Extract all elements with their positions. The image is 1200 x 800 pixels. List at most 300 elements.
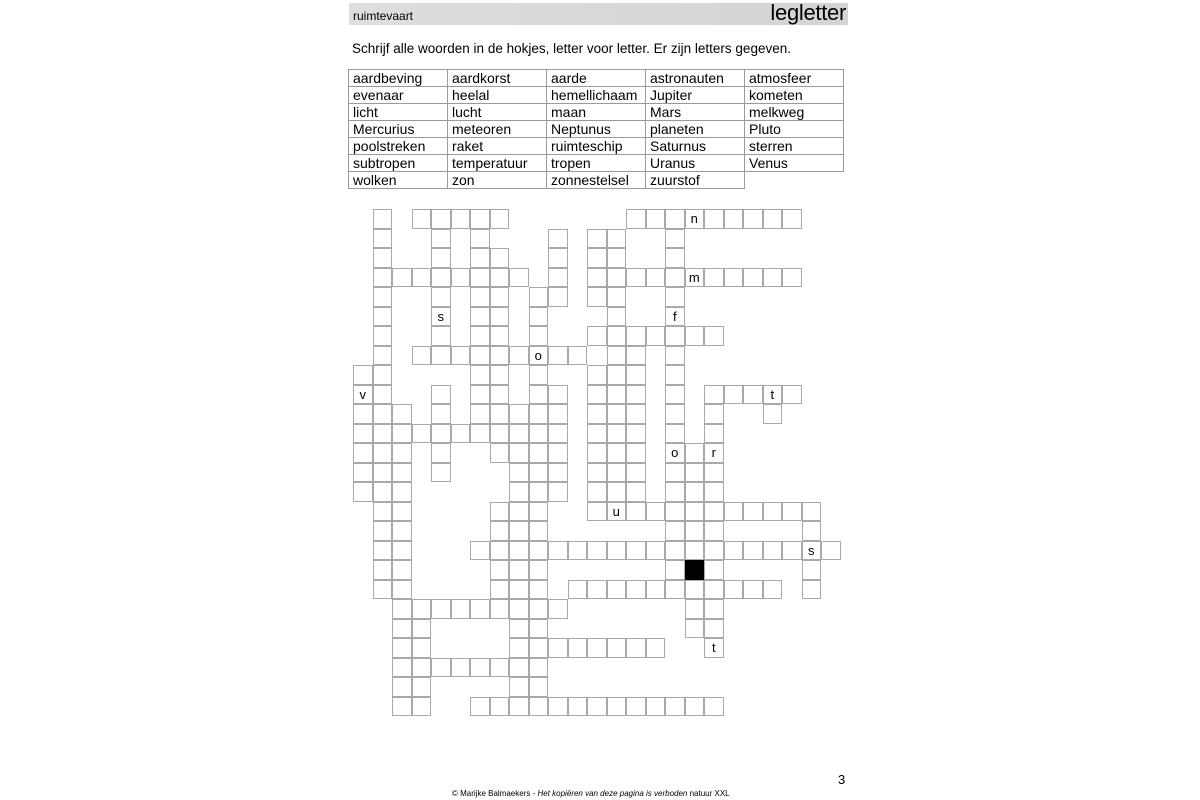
- crossword-cell[interactable]: [529, 287, 549, 307]
- crossword-cell[interactable]: [529, 599, 549, 619]
- crossword-cell[interactable]: [509, 599, 529, 619]
- crossword-cell[interactable]: [529, 580, 549, 600]
- given-letter-cell[interactable]: r: [704, 443, 724, 463]
- crossword-cell[interactable]: [665, 521, 685, 541]
- crossword-cell[interactable]: [373, 248, 393, 268]
- crossword-cell[interactable]: [548, 346, 568, 366]
- crossword-cell[interactable]: [392, 658, 412, 678]
- crossword-cell[interactable]: [607, 697, 627, 717]
- crossword-cell[interactable]: [392, 638, 412, 658]
- crossword-cell[interactable]: [704, 619, 724, 639]
- crossword-cell[interactable]: [821, 541, 841, 561]
- crossword-cell[interactable]: [587, 443, 607, 463]
- crossword-cell[interactable]: [373, 580, 393, 600]
- crossword-cell[interactable]: [373, 385, 393, 405]
- crossword-cell[interactable]: [392, 580, 412, 600]
- crossword-cell[interactable]: [548, 697, 568, 717]
- crossword-cell[interactable]: [665, 346, 685, 366]
- crossword-cell[interactable]: [587, 424, 607, 444]
- crossword-cell[interactable]: [587, 463, 607, 483]
- crossword-cell[interactable]: [392, 560, 412, 580]
- crossword-cell[interactable]: [490, 599, 510, 619]
- given-letter-cell[interactable]: o: [529, 346, 549, 366]
- crossword-cell[interactable]: [587, 287, 607, 307]
- crossword-cell[interactable]: [373, 287, 393, 307]
- crossword-cell[interactable]: [470, 541, 490, 561]
- crossword-cell[interactable]: [724, 502, 744, 522]
- crossword-cell[interactable]: [665, 463, 685, 483]
- crossword-cell[interactable]: [509, 697, 529, 717]
- crossword-cell[interactable]: [548, 463, 568, 483]
- crossword-cell[interactable]: [490, 209, 510, 229]
- crossword-cell[interactable]: [587, 385, 607, 405]
- crossword-cell[interactable]: [607, 385, 627, 405]
- crossword-cell[interactable]: [763, 404, 783, 424]
- crossword-cell[interactable]: [353, 463, 373, 483]
- crossword-cell[interactable]: [529, 404, 549, 424]
- crossword-cell[interactable]: [529, 365, 549, 385]
- crossword-cell[interactable]: [782, 268, 802, 288]
- crossword-cell[interactable]: [685, 697, 705, 717]
- crossword-cell[interactable]: [587, 502, 607, 522]
- crossword-cell[interactable]: [802, 502, 822, 522]
- crossword-cell[interactable]: [529, 385, 549, 405]
- crossword-cell[interactable]: [529, 697, 549, 717]
- crossword-cell[interactable]: [431, 229, 451, 249]
- crossword-cell[interactable]: [802, 521, 822, 541]
- crossword-cell[interactable]: [607, 580, 627, 600]
- given-letter-cell[interactable]: t: [704, 638, 724, 658]
- crossword-cell[interactable]: [646, 209, 666, 229]
- crossword-cell[interactable]: [685, 502, 705, 522]
- crossword-cell[interactable]: [548, 229, 568, 249]
- crossword-cell[interactable]: [451, 599, 471, 619]
- crossword-cell[interactable]: [665, 229, 685, 249]
- crossword-cell[interactable]: [724, 268, 744, 288]
- crossword-cell[interactable]: [353, 424, 373, 444]
- crossword-cell[interactable]: [568, 346, 588, 366]
- crossword-cell[interactable]: [743, 502, 763, 522]
- crossword-cell[interactable]: [743, 385, 763, 405]
- crossword-cell[interactable]: [529, 560, 549, 580]
- crossword-cell[interactable]: [665, 248, 685, 268]
- crossword-cell[interactable]: [431, 443, 451, 463]
- crossword-cell[interactable]: [548, 482, 568, 502]
- given-letter-cell[interactable]: u: [607, 502, 627, 522]
- crossword-cell[interactable]: [373, 482, 393, 502]
- crossword-cell[interactable]: [665, 560, 685, 580]
- crossword-cell[interactable]: [470, 658, 490, 678]
- crossword-cell[interactable]: [470, 424, 490, 444]
- crossword-cell[interactable]: [704, 697, 724, 717]
- crossword-cell[interactable]: [451, 209, 471, 229]
- crossword-cell[interactable]: [412, 209, 432, 229]
- crossword-cell[interactable]: [470, 248, 490, 268]
- crossword-cell[interactable]: [685, 580, 705, 600]
- crossword-cell[interactable]: [724, 541, 744, 561]
- crossword-cell[interactable]: [490, 346, 510, 366]
- crossword-cell[interactable]: [490, 502, 510, 522]
- crossword-cell[interactable]: [665, 502, 685, 522]
- crossword-cell[interactable]: [626, 209, 646, 229]
- crossword-cell[interactable]: [626, 482, 646, 502]
- crossword-cell[interactable]: [470, 365, 490, 385]
- crossword-cell[interactable]: [646, 326, 666, 346]
- crossword-cell[interactable]: [392, 424, 412, 444]
- crossword-cell[interactable]: [392, 541, 412, 561]
- crossword-cell[interactable]: [509, 482, 529, 502]
- crossword-cell[interactable]: [665, 697, 685, 717]
- crossword-cell[interactable]: [373, 229, 393, 249]
- crossword-cell[interactable]: [587, 326, 607, 346]
- crossword-cell[interactable]: [509, 580, 529, 600]
- crossword-cell[interactable]: [490, 560, 510, 580]
- given-letter-cell[interactable]: m: [685, 268, 705, 288]
- crossword-cell[interactable]: [431, 248, 451, 268]
- crossword-cell[interactable]: [451, 658, 471, 678]
- crossword-cell[interactable]: [704, 404, 724, 424]
- crossword-cell[interactable]: [646, 580, 666, 600]
- crossword-cell[interactable]: [626, 502, 646, 522]
- crossword-cell[interactable]: [509, 502, 529, 522]
- crossword-cell[interactable]: [626, 580, 646, 600]
- crossword-cell[interactable]: [412, 658, 432, 678]
- crossword-cell[interactable]: [763, 541, 783, 561]
- crossword-cell[interactable]: [509, 541, 529, 561]
- crossword-cell[interactable]: [412, 268, 432, 288]
- crossword-cell[interactable]: [626, 268, 646, 288]
- crossword-cell[interactable]: [665, 482, 685, 502]
- crossword-cell[interactable]: [470, 229, 490, 249]
- crossword-cell[interactable]: [626, 541, 646, 561]
- crossword-cell[interactable]: [490, 424, 510, 444]
- crossword-cell[interactable]: [665, 385, 685, 405]
- crossword-cell[interactable]: [743, 209, 763, 229]
- crossword-cell[interactable]: [763, 268, 783, 288]
- crossword-cell[interactable]: [763, 580, 783, 600]
- crossword-cell[interactable]: [607, 365, 627, 385]
- crossword-cell[interactable]: [704, 580, 724, 600]
- crossword-cell[interactable]: [568, 580, 588, 600]
- crossword-cell[interactable]: [412, 619, 432, 639]
- crossword-cell[interactable]: [529, 677, 549, 697]
- crossword-cell[interactable]: [587, 482, 607, 502]
- crossword-cell[interactable]: [490, 287, 510, 307]
- crossword-cell[interactable]: [568, 697, 588, 717]
- crossword-cell[interactable]: [373, 521, 393, 541]
- crossword-cell[interactable]: [568, 638, 588, 658]
- crossword-cell[interactable]: [470, 385, 490, 405]
- crossword-cell[interactable]: [548, 248, 568, 268]
- crossword-cell[interactable]: [704, 560, 724, 580]
- crossword-cell[interactable]: [490, 365, 510, 385]
- crossword-cell[interactable]: [548, 424, 568, 444]
- crossword-cell[interactable]: [490, 326, 510, 346]
- crossword-cell[interactable]: [509, 560, 529, 580]
- crossword-cell[interactable]: [431, 268, 451, 288]
- crossword-cell[interactable]: [704, 482, 724, 502]
- crossword-cell[interactable]: [529, 443, 549, 463]
- crossword-cell[interactable]: [509, 521, 529, 541]
- crossword-cell[interactable]: [704, 326, 724, 346]
- crossword-cell[interactable]: [392, 463, 412, 483]
- crossword-cell[interactable]: [548, 541, 568, 561]
- crossword-cell[interactable]: [626, 326, 646, 346]
- crossword-cell[interactable]: [607, 404, 627, 424]
- crossword-cell[interactable]: [665, 287, 685, 307]
- crossword-cell[interactable]: [626, 424, 646, 444]
- crossword-cell[interactable]: [373, 541, 393, 561]
- crossword-cell[interactable]: [392, 502, 412, 522]
- crossword-cell[interactable]: [704, 385, 724, 405]
- crossword-cell[interactable]: [665, 541, 685, 561]
- crossword-cell[interactable]: [470, 326, 490, 346]
- crossword-cell[interactable]: [685, 599, 705, 619]
- crossword-cell[interactable]: [412, 346, 432, 366]
- crossword-cell[interactable]: [529, 502, 549, 522]
- crossword-cell[interactable]: [373, 326, 393, 346]
- crossword-cell[interactable]: [724, 209, 744, 229]
- crossword-cell[interactable]: [607, 326, 627, 346]
- crossword-cell[interactable]: [470, 268, 490, 288]
- crossword-cell[interactable]: [646, 502, 666, 522]
- crossword-cell[interactable]: [431, 599, 451, 619]
- crossword-cell[interactable]: [392, 268, 412, 288]
- crossword-cell[interactable]: [704, 599, 724, 619]
- crossword-cell[interactable]: [412, 599, 432, 619]
- crossword-cell[interactable]: [529, 638, 549, 658]
- crossword-cell[interactable]: [607, 229, 627, 249]
- crossword-cell[interactable]: [431, 424, 451, 444]
- crossword-cell[interactable]: [412, 677, 432, 697]
- crossword-cell[interactable]: [529, 482, 549, 502]
- crossword-cell[interactable]: [509, 677, 529, 697]
- crossword-cell[interactable]: [548, 599, 568, 619]
- crossword-cell[interactable]: [587, 580, 607, 600]
- crossword-cell[interactable]: [490, 248, 510, 268]
- crossword-cell[interactable]: [685, 326, 705, 346]
- crossword-cell[interactable]: [373, 463, 393, 483]
- crossword-cell[interactable]: [685, 541, 705, 561]
- crossword-cell[interactable]: [626, 365, 646, 385]
- crossword-cell[interactable]: [490, 658, 510, 678]
- given-letter-cell[interactable]: f: [665, 307, 685, 327]
- crossword-cell[interactable]: [646, 638, 666, 658]
- crossword-cell[interactable]: [451, 424, 471, 444]
- crossword-cell[interactable]: [607, 482, 627, 502]
- crossword-cell[interactable]: [392, 443, 412, 463]
- crossword-cell[interactable]: [392, 697, 412, 717]
- crossword-cell[interactable]: [412, 697, 432, 717]
- crossword-cell[interactable]: [685, 521, 705, 541]
- crossword-cell[interactable]: [529, 658, 549, 678]
- crossword-cell[interactable]: [373, 365, 393, 385]
- crossword-cell[interactable]: [587, 638, 607, 658]
- crossword-cell[interactable]: [373, 268, 393, 288]
- crossword-cell[interactable]: [373, 560, 393, 580]
- crossword-cell[interactable]: [607, 541, 627, 561]
- crossword-cell[interactable]: [587, 697, 607, 717]
- crossword-cell[interactable]: [665, 580, 685, 600]
- crossword-cell[interactable]: [529, 307, 549, 327]
- crossword-cell[interactable]: [509, 346, 529, 366]
- crossword-cell[interactable]: [665, 268, 685, 288]
- crossword-cell[interactable]: [646, 268, 666, 288]
- crossword-cell[interactable]: [763, 502, 783, 522]
- crossword-cell[interactable]: [470, 404, 490, 424]
- crossword-cell[interactable]: [509, 443, 529, 463]
- crossword-cell[interactable]: [451, 346, 471, 366]
- crossword-cell[interactable]: [607, 307, 627, 327]
- crossword-cell[interactable]: [548, 385, 568, 405]
- crossword-cell[interactable]: [431, 658, 451, 678]
- crossword-cell[interactable]: [802, 580, 822, 600]
- crossword-cell[interactable]: [743, 268, 763, 288]
- crossword-cell[interactable]: [763, 209, 783, 229]
- crossword-cell[interactable]: [587, 404, 607, 424]
- crossword-cell[interactable]: [353, 443, 373, 463]
- crossword-cell[interactable]: [665, 326, 685, 346]
- crossword-cell[interactable]: [470, 346, 490, 366]
- crossword-cell[interactable]: [626, 697, 646, 717]
- crossword-cell[interactable]: [490, 404, 510, 424]
- crossword-cell[interactable]: [490, 697, 510, 717]
- crossword-cell[interactable]: [431, 209, 451, 229]
- crossword-cell[interactable]: [607, 638, 627, 658]
- crossword-cell[interactable]: [490, 307, 510, 327]
- crossword-cell[interactable]: [587, 229, 607, 249]
- crossword-cell[interactable]: [529, 463, 549, 483]
- crossword-cell[interactable]: [685, 619, 705, 639]
- crossword-cell[interactable]: [704, 463, 724, 483]
- crossword-cell[interactable]: [490, 268, 510, 288]
- crossword-cell[interactable]: [607, 463, 627, 483]
- crossword-cell[interactable]: [626, 443, 646, 463]
- crossword-cell[interactable]: [626, 638, 646, 658]
- given-letter-cell[interactable]: s: [802, 541, 822, 561]
- crossword-cell[interactable]: [431, 463, 451, 483]
- crossword-cell[interactable]: [509, 638, 529, 658]
- crossword-cell[interactable]: [373, 502, 393, 522]
- crossword-cell[interactable]: [548, 268, 568, 288]
- crossword-cell[interactable]: [529, 521, 549, 541]
- crossword-cell[interactable]: [529, 541, 549, 561]
- crossword-cell[interactable]: [704, 502, 724, 522]
- crossword-cell[interactable]: [704, 268, 724, 288]
- crossword-cell[interactable]: [724, 385, 744, 405]
- crossword-cell[interactable]: [607, 424, 627, 444]
- crossword-cell[interactable]: [782, 502, 802, 522]
- crossword-cell[interactable]: [470, 599, 490, 619]
- crossword-cell[interactable]: [431, 385, 451, 405]
- crossword-cell[interactable]: [490, 541, 510, 561]
- crossword-cell[interactable]: [529, 424, 549, 444]
- crossword-cell[interactable]: [392, 619, 412, 639]
- crossword-cell[interactable]: [743, 541, 763, 561]
- crossword-cell[interactable]: [509, 619, 529, 639]
- crossword-cell[interactable]: [451, 268, 471, 288]
- crossword-cell[interactable]: [743, 580, 763, 600]
- crossword-cell[interactable]: [548, 287, 568, 307]
- crossword-cell[interactable]: [373, 307, 393, 327]
- crossword-cell[interactable]: [607, 287, 627, 307]
- crossword-cell[interactable]: [568, 541, 588, 561]
- crossword-cell[interactable]: [685, 443, 705, 463]
- crossword-cell[interactable]: [412, 424, 432, 444]
- crossword-cell[interactable]: [607, 248, 627, 268]
- crossword-cell[interactable]: [373, 346, 393, 366]
- crossword-cell[interactable]: [802, 560, 822, 580]
- crossword-cell[interactable]: [353, 404, 373, 424]
- crossword-cell[interactable]: [607, 346, 627, 366]
- crossword-cell[interactable]: [704, 424, 724, 444]
- crossword-cell[interactable]: [392, 677, 412, 697]
- crossword-cell[interactable]: [646, 697, 666, 717]
- crossword-cell[interactable]: [509, 424, 529, 444]
- crossword-cell[interactable]: [665, 365, 685, 385]
- crossword-cell[interactable]: [607, 443, 627, 463]
- crossword-cell[interactable]: [431, 346, 451, 366]
- crossword-cell[interactable]: [470, 209, 490, 229]
- crossword-cell[interactable]: [685, 482, 705, 502]
- crossword-cell[interactable]: [665, 209, 685, 229]
- crossword-cell[interactable]: [373, 424, 393, 444]
- crossword-cell[interactable]: [392, 599, 412, 619]
- crossword-cell[interactable]: [509, 268, 529, 288]
- crossword-cell[interactable]: [665, 424, 685, 444]
- crossword-cell[interactable]: [587, 268, 607, 288]
- crossword-cell[interactable]: [470, 287, 490, 307]
- crossword-cell[interactable]: [626, 346, 646, 366]
- crossword-cell[interactable]: [373, 404, 393, 424]
- given-letter-cell[interactable]: t: [763, 385, 783, 405]
- crossword-cell[interactable]: [509, 404, 529, 424]
- crossword-cell[interactable]: [704, 541, 724, 561]
- crossword-cell[interactable]: [704, 521, 724, 541]
- crossword-cell[interactable]: [607, 268, 627, 288]
- crossword-cell[interactable]: [373, 443, 393, 463]
- crossword-cell[interactable]: [412, 638, 432, 658]
- given-letter-cell[interactable]: o: [665, 443, 685, 463]
- crossword-cell[interactable]: [470, 307, 490, 327]
- crossword-cell[interactable]: [470, 697, 490, 717]
- crossword-cell[interactable]: [782, 385, 802, 405]
- crossword-cell[interactable]: [509, 463, 529, 483]
- crossword-cell[interactable]: [646, 541, 666, 561]
- crossword-cell[interactable]: [626, 404, 646, 424]
- crossword-cell[interactable]: [373, 209, 393, 229]
- given-letter-cell[interactable]: s: [431, 307, 451, 327]
- crossword-cell[interactable]: [431, 287, 451, 307]
- given-letter-cell[interactable]: n: [685, 209, 705, 229]
- crossword-cell[interactable]: [587, 541, 607, 561]
- crossword-cell[interactable]: [626, 463, 646, 483]
- crossword-cell[interactable]: [685, 463, 705, 483]
- crossword-cell[interactable]: [490, 521, 510, 541]
- crossword-cell[interactable]: [724, 580, 744, 600]
- crossword-cell[interactable]: [587, 248, 607, 268]
- crossword-cell[interactable]: [392, 404, 412, 424]
- crossword-cell[interactable]: [353, 365, 373, 385]
- crossword-cell[interactable]: [529, 326, 549, 346]
- crossword-cell[interactable]: [782, 541, 802, 561]
- crossword-cell[interactable]: [665, 404, 685, 424]
- crossword-cell[interactable]: [392, 521, 412, 541]
- crossword-cell[interactable]: [782, 209, 802, 229]
- crossword-cell[interactable]: [548, 638, 568, 658]
- crossword-cell[interactable]: [529, 619, 549, 639]
- crossword-cell[interactable]: [431, 326, 451, 346]
